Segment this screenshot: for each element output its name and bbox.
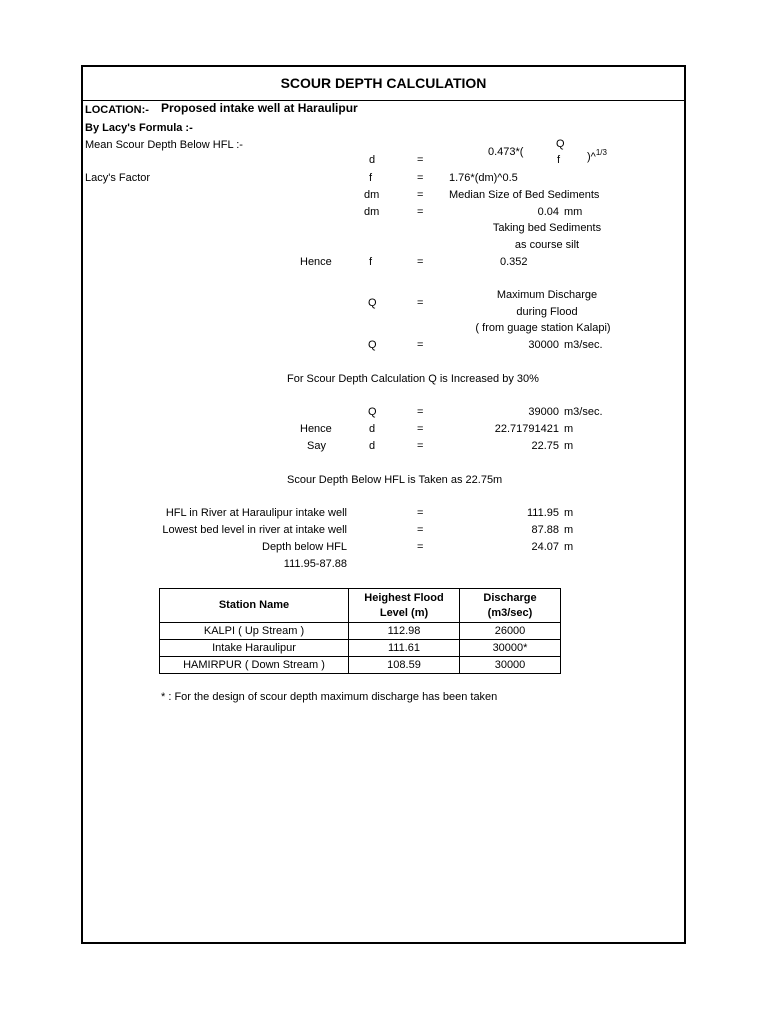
footnote: * : For the design of scour depth maximum discharge has been taken (161, 691, 498, 703)
mean-scour-denominator: f (557, 154, 561, 166)
mean-scour-label: Mean Scour Depth Below HFL :- (85, 139, 243, 151)
mean-scour-exponent: 1/3 (595, 148, 607, 157)
bed-level-value: 87.88 (531, 524, 559, 536)
d-val-prefix: Hence (300, 423, 332, 435)
q-def-var: Q (368, 297, 377, 309)
q-val-var: Q (368, 339, 377, 351)
q-new-var: Q (368, 406, 377, 418)
discharge-cell: 26000 (460, 623, 561, 640)
f-val-prefix: Hence (300, 256, 332, 268)
station-name-cell: KALPI ( Up Stream ) (160, 623, 349, 640)
mean-scour-formula-suffix: )^ (587, 151, 596, 163)
scour-taken-note: Scour Depth Below HFL is Taken as 22.75m (287, 474, 503, 486)
d-val-unit: m (564, 423, 574, 435)
f-val-value: 0.352 (500, 256, 528, 268)
location-label: LOCATION:- (85, 104, 149, 116)
mean-scour-eq: = (417, 154, 424, 166)
d-val-value: 22.71791421 (494, 423, 559, 435)
bed-level-unit: m (564, 524, 574, 536)
d-say-prefix: Say (307, 440, 326, 452)
mean-scour-var: d (369, 154, 376, 166)
bed-note-line1: Taking bed Sediments (492, 222, 602, 234)
page-title: SCOUR DEPTH CALCULATION (280, 75, 487, 91)
q-val-eq: = (417, 339, 424, 351)
station-name-cell: Intake Haraulipur (160, 640, 349, 657)
f-val-eq: = (417, 256, 424, 268)
increase-note: For Scour Depth Calculation Q is Increased by 30% (287, 373, 539, 385)
table-row (160, 657, 561, 674)
d-say-eq: = (417, 440, 424, 452)
dm-val-value: 0.04 (537, 206, 559, 218)
q-def-line2: during Flood (516, 306, 578, 318)
d-say-value: 22.75 (531, 440, 559, 452)
lacy-factor-var: f (369, 172, 373, 184)
calculation-sheet (81, 65, 686, 944)
location-value: Proposed intake well at Haraulipur (161, 101, 358, 115)
bed-note-line2: as course silt (514, 239, 580, 251)
q-new-unit: m3/sec. (564, 406, 603, 418)
d-val-var: d (369, 423, 376, 435)
q-new-value: 39000 (528, 406, 559, 418)
station-table (159, 588, 561, 674)
d-say-unit: m (564, 440, 574, 452)
d-val-eq: = (417, 423, 424, 435)
depth-eq: = (417, 541, 424, 553)
q-def-eq: = (417, 297, 424, 309)
lacy-factor-label: Lacy's Factor (85, 172, 151, 184)
lacy-factor-eq: = (417, 172, 424, 184)
depth-label: Depth below HFL (262, 541, 347, 553)
hfl-eq: = (417, 507, 424, 519)
dm-def-var: dm (364, 189, 380, 201)
dm-val-unit: mm (564, 206, 583, 218)
q-new-eq: = (417, 406, 424, 418)
table-row (160, 623, 561, 640)
bed-level-label: Lowest bed level in river at intake well (162, 524, 347, 536)
d-say-var: d (369, 440, 376, 452)
q-val-unit: m3/sec. (564, 339, 603, 351)
depth-unit: m (564, 541, 574, 553)
dm-def-value: Median Size of Bed Sediments (449, 189, 600, 201)
q-def-line1: Maximum Discharge (496, 289, 598, 301)
hfl-label: HFL in River at Haraulipur intake well (165, 507, 347, 519)
depth-value: 24.07 (531, 541, 559, 553)
dm-def-eq: = (417, 189, 424, 201)
flood-level-cell: 111.61 (349, 640, 460, 657)
bed-level-eq: = (417, 524, 424, 536)
q-def-line3: ( from guage station Kalapi) (475, 322, 611, 334)
method-label: By Lacy's Formula :- (85, 122, 193, 134)
hfl-value: 111.95 (526, 507, 559, 519)
hfl-unit: m (564, 507, 574, 519)
table-header-row (160, 589, 561, 623)
f-val-var: f (369, 256, 373, 268)
station-name-cell: HAMIRPUR ( Down Stream ) (160, 657, 349, 674)
lacy-factor-formula: 1.76*(dm)^0.5 (449, 172, 518, 184)
discharge-cell: 30000 (460, 657, 561, 674)
column-header: Heighest Flood Level (m) (349, 589, 460, 623)
flood-level-cell: 112.98 (349, 623, 460, 640)
discharge-cell: 30000* (460, 640, 561, 657)
dm-val-eq: = (417, 206, 424, 218)
dm-val-var: dm (364, 206, 380, 218)
column-header: Station Name (160, 589, 349, 623)
flood-level-cell: 108.59 (349, 657, 460, 674)
q-val-value: 30000 (528, 339, 559, 351)
mean-scour-suffix (587, 146, 607, 164)
depth-calc: 111.95-87.88 (283, 558, 347, 570)
mean-scour-numerator: Q (556, 138, 565, 150)
column-header: Discharge (m3/sec) (460, 589, 561, 623)
mean-scour-formula-prefix: 0.473*( (488, 146, 524, 158)
table-row (160, 640, 561, 657)
